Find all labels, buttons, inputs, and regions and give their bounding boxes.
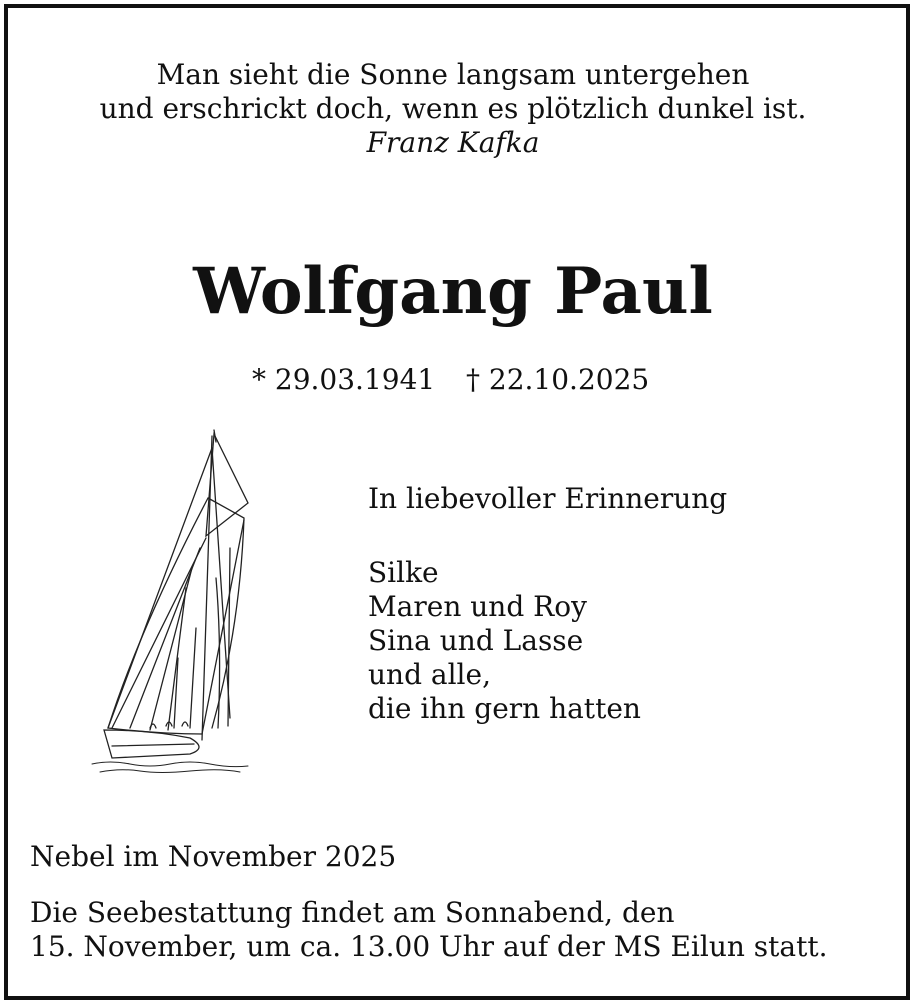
mourner-name: Silke <box>368 556 439 589</box>
quote-line-2: und erschrickt doch, wenn es plötzlich dunkel ist. <box>99 92 807 125</box>
mourner-name: die ihn gern hatten <box>368 692 641 725</box>
spacer <box>368 516 727 556</box>
mourners-block <box>368 482 727 726</box>
mourner-name: Maren und Roy <box>368 590 587 623</box>
birth-date: * 29.03.1941 <box>252 363 436 396</box>
mourner-name: und alle, <box>368 658 491 691</box>
death-date: † 22.10.2025 <box>466 363 650 396</box>
place-and-date: Nebel im November 2025 <box>30 840 397 873</box>
quote-author: Franz Kafka <box>366 126 540 159</box>
mourners-heading: In liebevoller Erinnerung <box>368 482 728 515</box>
funeral-line-1: Die Seebestattung findet am Sonnabend, den <box>30 896 675 929</box>
sailboat-icon <box>90 428 250 773</box>
deceased-name: Wolfgang Paul <box>193 254 713 329</box>
mourner-name: Sina und Lasse <box>368 624 584 657</box>
quote-line-1: Man sieht die Sonne langsam untergehen <box>156 58 750 91</box>
quote-block <box>0 58 906 160</box>
funeral-line-2: 15. November, um ca. 13.00 Uhr auf der MS Eilun statt. <box>30 930 828 963</box>
funeral-notice <box>30 896 890 964</box>
